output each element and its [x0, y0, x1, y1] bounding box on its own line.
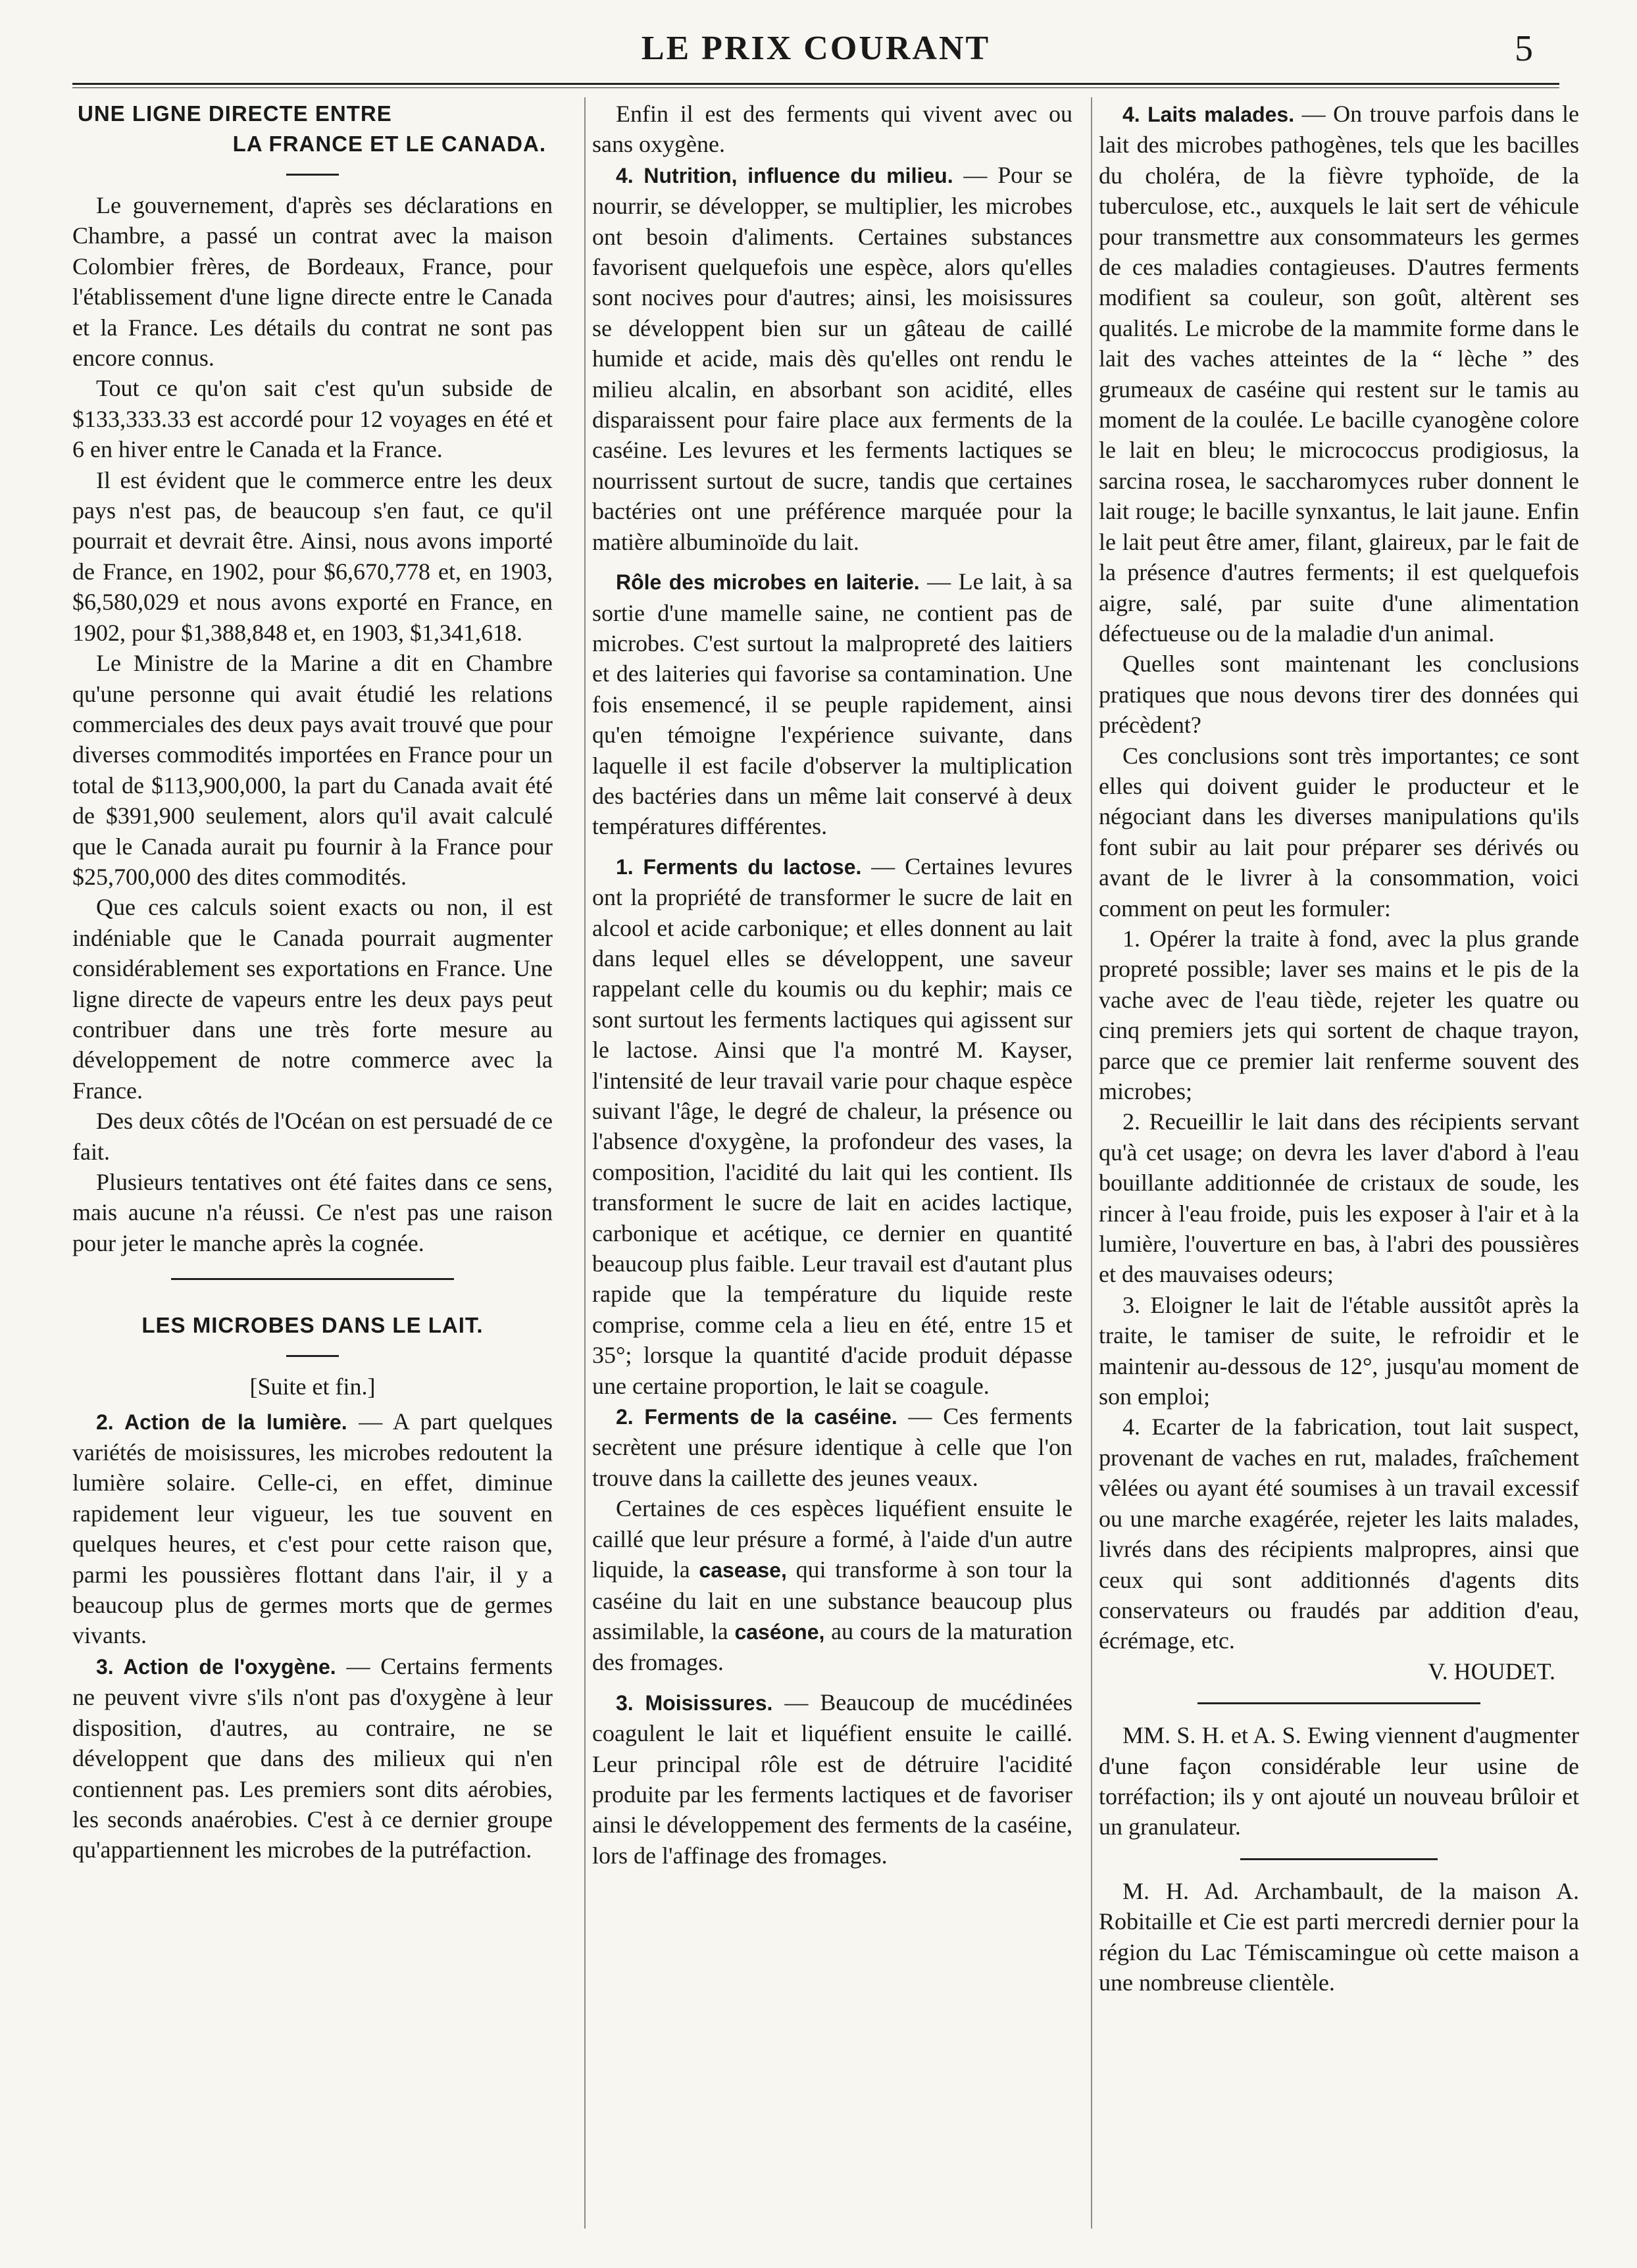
paragraph: Le gouvernement, d'après ses déclarations en Chambre, a passé un contrat avec la maison Colombier frères, de Bordeaux, France, pour l'établissement d'une ligne directe entre le Canada et la France. Les détails du contrat ne sont pas encore connus. [72, 192, 553, 372]
column-divider [1091, 97, 1092, 2229]
paragraph-text: — Ces ferments secrètent une présure identique à celle que l'on trouve dans la caillette des jeunes veaux. [592, 1403, 1072, 1491]
paragraph: MM. S. H. et A. S. Ewing viennent d'augmenter d'une façon considérable leur usine de torréfaction; ils y ont ajouté un nouveau brûloir et un granulateur. [1099, 1722, 1579, 1840]
paragraph: Plusieurs tentatives ont été faites dans ce sens, mais aucune n'a réussi. Ce n'est pas une raison pour jeter le manche après la cognée. [72, 1169, 553, 1256]
article-heading: LA FRANCE ET LE CANADA. [232, 132, 546, 156]
paragraph: Quelles sont maintenant les conclusions pratiques que nous devons tirer des données qui précèdent? [1099, 651, 1579, 739]
section-title: 1. Ferments du lactose. [616, 854, 862, 879]
section-title: 3. Action de l'oxygène. [96, 1654, 336, 1679]
section-title: 4. Laits malades. [1122, 103, 1295, 126]
bold-term: caséone, [734, 1619, 825, 1644]
paragraph-text: — Certaines levures ont la propriété de transformer le sucre de lait en alcool et acide carbonique; et elles donnent au lait dans lequel elles se développent, une saveur rappelant celle du koumis ou du kephir; mais ce sont surtout les ferments lactiques qui agissent sur le lactose. Ainsi que l'a montré M. Kayser, l'intensité de leur travail varie pour chaque espèce suivant l'âge, le degré de chaleur, la présence ou l'absence d'oxygène, la profondeur des vases, la composition, l'acidité du lait qui les contient. Ils transforment le sucre de lait en acides lactique, carbonique et acétique, ce dernier en quantité beaucoup plus faible. Leur travail est d'autant plus rapide que la température du liquide reste comprise, comme cela a lieu en été, entre 15 et 35°; lorsque la quantité d'acide produit dépasse une certaine proportion, le lait se coagule. [592, 852, 1073, 1399]
section-title: 3. Moisissures. [616, 1690, 773, 1715]
paragraph: Le Ministre de la Marine a dit en Chambre qu'une personne qui avait étudié les relations commerciales des deux pays avait trouvé que pour diverses commodités importées en France pour un total de $113,900,000, la part du Canada avait été de $391,900 seulement, alors qu'il avait calculé que le Canada aurait pu fournir à la France pour $25,700,000 des dites commodités. [72, 650, 553, 890]
page-number: 5 [1515, 28, 1533, 69]
article-separator [1240, 1858, 1438, 1860]
paragraph [592, 851, 1072, 1401]
news-item [1099, 1876, 1579, 1998]
paragraph [592, 566, 1072, 842]
paragraph: 2. Recueillir le lait dans des récipients servant qu'à cet usage; on devra les laver d'abord à l'eau bouillante additionnée de cristaux de soude, les rincer à l'eau froide, puis les exposer à l'air et à la lumière, l'ouverture en bas, à l'abri des poussières et des mauvaises odeurs; [1099, 1108, 1579, 1288]
paragraph [592, 160, 1072, 557]
header-rule [72, 83, 1559, 85]
section-title: Rôle des microbes en laiterie. [616, 570, 920, 595]
paragraph [592, 1687, 1072, 1871]
article-separator [171, 1278, 454, 1280]
newspaper-title: LE PRIX COURANT [641, 30, 991, 67]
paragraph [72, 1406, 553, 1651]
paragraph-text: au cours de la maturation des fromages. [592, 1617, 1072, 1676]
article-subtitle: [Suite et fin.] [249, 1373, 376, 1400]
article-heading: UNE LIGNE DIRECTE ENTRE [78, 101, 392, 126]
paragraph: Enfin il est des ferments qui vivent avec ou sans oxygène. [592, 101, 1072, 158]
paragraph-text: qui transforme à son tour la caséine du lait en une substance beaucoup plus assimilable, la [592, 1556, 1072, 1644]
paragraph [592, 1401, 1072, 1493]
paragraph [1099, 99, 1579, 649]
paragraph-text: — On trouve parfois dans le lait des microbes pathogènes, tels que les bacilles du choléra, de la fièvre typhoïde, de la tuberculose, etc., auxquels le lait sert de véhicule pour transmettre aux consommateurs les germes de ces maladies contagieuses. D'autres ferments modifient sa couleur, son goût, altèrent ses qualités. Le microbe de la mammite forme dans le lait des vaches atteintes de la “ lèche ” des grumeaux de caséine qui restent sur le tamis au moment de la coulée. Le bacille cyanogène colore le lait en bleu; le micrococcus prodigiosus, la sarcina rosea, le saccharomyces ruber donnent le lait rouge; le bacille synxantus, le lait jaune. Enfin le lait peut être amer, filant, glaireux, par le fait de la présence d'autres ferments; il est quelquefois aigre, salé, par suite d'une alimentation défectueuse ou de la maladie d'un animal. [1099, 101, 1580, 647]
header-rule-thin [72, 87, 1559, 88]
paragraph: Des deux côtés de l'Océan on est persuadé de ce fait. [72, 1108, 553, 1165]
paragraph [72, 1651, 553, 1865]
page-header [72, 24, 1559, 76]
news-item [1099, 1720, 1579, 1842]
heading-rule [286, 174, 339, 176]
paragraph-text: — Beaucoup de mucédinées coagulent le lait et liquéfient ensuite le caillé. Leur principal rôle est de détruire l'acidité produite par les ferments lactiques et de favoriser ainsi le développement des ferments de la caséine, lors de l'affinage des fromages. [592, 1689, 1073, 1869]
column-1 [72, 99, 553, 1865]
paragraph [592, 1493, 1072, 1677]
paragraph: M. H. Ad. Archambault, de la maison A. Robitaille et Cie est parti mercredi dernier pour la région du Lac Témiscamingue où cette maison a une nombreuse clientèle. [1099, 1877, 1579, 1996]
bold-term: casease, [699, 1558, 787, 1583]
paragraph: Tout ce qu'on sait c'est qu'un subside de $133,333.33 est accordé pour 12 voyages en été et 6 en hiver entre le Canada et la France. [72, 375, 553, 463]
paragraph-text: — Certains ferments ne peuvent vivre s'ils n'ont pas d'oxygène à leur disposition, d'autres, au contraire, ne se développent que dans des milieux qui n'en contiennent pas. Les premiers sont dits aérobies, les seconds anaérobies. C'est à ce dernier groupe qu'appartiennent les microbes de la putréfaction. [72, 1652, 553, 1863]
paragraph: 4. Ecarter de la fabrication, tout lait suspect, provenant de vaches en rut, malades, fraîchement vêlées ou ayant été soumises à un travail excessif ou une marche exagérée, rejeter les laits malades, livrés dans des récipients malpropres, ainsi que ceux qui sont additionnés d'agents dits conservateurs ou fraudés par addition d'eau, écrémage, etc. [1099, 1414, 1579, 1654]
column-2 [592, 99, 1072, 1871]
paragraph: 3. Eloigner le lait de l'étable aussitôt après la traite, le tamiser de suite, le refroidir et le maintenir au-dessous de 12°, jusqu'au moment de son emploi; [1099, 1291, 1579, 1410]
column-divider [584, 97, 586, 2229]
paragraph: Que ces calculs soient exacts ou non, il est indéniable que le Canada pourrait augmenter considérablement ses exportations en France. Une ligne directe de vapeurs entre les deux pays peut contribuer dans une très forte mesure au développement de notre commerce avec la France. [72, 894, 553, 1104]
section-title: 4. Nutrition, influence du milieu. [616, 163, 953, 187]
column-3 [1099, 99, 1579, 1998]
article-separator [1197, 1702, 1480, 1704]
section-title: 2. Action de la lumière. [96, 1410, 347, 1434]
author-signature: V. HOUDET. [1428, 1658, 1555, 1685]
heading-rule [286, 1355, 339, 1357]
paragraph-text: — Pour se nourrir, se développer, se multiplier, les microbes ont besoin d'aliments. Certaines substances favorisent quelquefois une espèce, alors qu'elles sont nocives pour d'autres; ainsi, les moisissures se développent bien sur un gâteau de caillé humide et acide, mais dès qu'elles ont rendu le milieu alcalin, en absorbant son acidité, elles disparaissent pour faire place aux ferments de la caséine. Les levures et les ferments lactiques se nourrissent surtout de sucre, tandis que certaines bactéries ont une préférence marquée pour la matière albuminoïde du lait. [592, 161, 1073, 555]
paragraph-text: — A part quelques variétés de moisissures, les microbes redoutent la lumière solaire. Celle-ci, en effet, diminue rapidement leur vigueur, les tue souvent en quelques heures, et c'est pour cette raison que, parmi les poussières flottant dans l'air, il y a beaucoup plus de germes morts que de germes vivants. [72, 1408, 553, 1649]
paragraph: 1. Opérer la traite à fond, avec la plus grande propreté possible; laver ses mains et le pis de la vache avec de l'eau tiède, rejeter les quatre ou cinq premiers jets qui sortent de chaque trayon, parce que ce premier lait renferme souvent des microbes; [1099, 925, 1579, 1104]
paragraph: Il est évident que le commerce entre les deux pays n'est pas, de beaucoup s'en faut, ce qu'il pourrait et devrait être. Ainsi, nous avons importé de France, en 1902, pour $6,670,778 et, en 1903, $6,580,029 et nous avons exporté en France, en 1902, pour $1,388,848 et, en 1903, $1,341,618. [72, 466, 553, 646]
paragraph-text: — Le lait, à sa sortie d'une mamelle saine, ne contient pas de microbes. C'est surtout la malpropreté des laitiers et des laiteries qui favorise sa contamination. Une fois ensemencé, il se peuple rapidement, ainsi qu'en témoigne l'expérience suivante, dans laquelle il est facile d'observer la multiplication des bactéries dans un même lait conservé à deux températures différentes. [592, 568, 1073, 840]
article-heading: LES MICROBES DANS LE LAIT. [141, 1313, 484, 1338]
paragraph-text: Certaines de ces espèces liquéfient ensuite le caillé que leur présure a formé, à l'aide d'un autre liquide, la [592, 1495, 1072, 1583]
section-title: 2. Ferments de la caséine. [616, 1405, 897, 1429]
paragraph: Ces conclusions sont très importantes; ce sont elles qui doivent guider le producteur et le négociant dans les diverses manipulations qu'ils font subir au lait pour préparer ses dérivés ou avant de le livrer à la consommation, voici comment on peut les formuler: [1099, 742, 1579, 922]
